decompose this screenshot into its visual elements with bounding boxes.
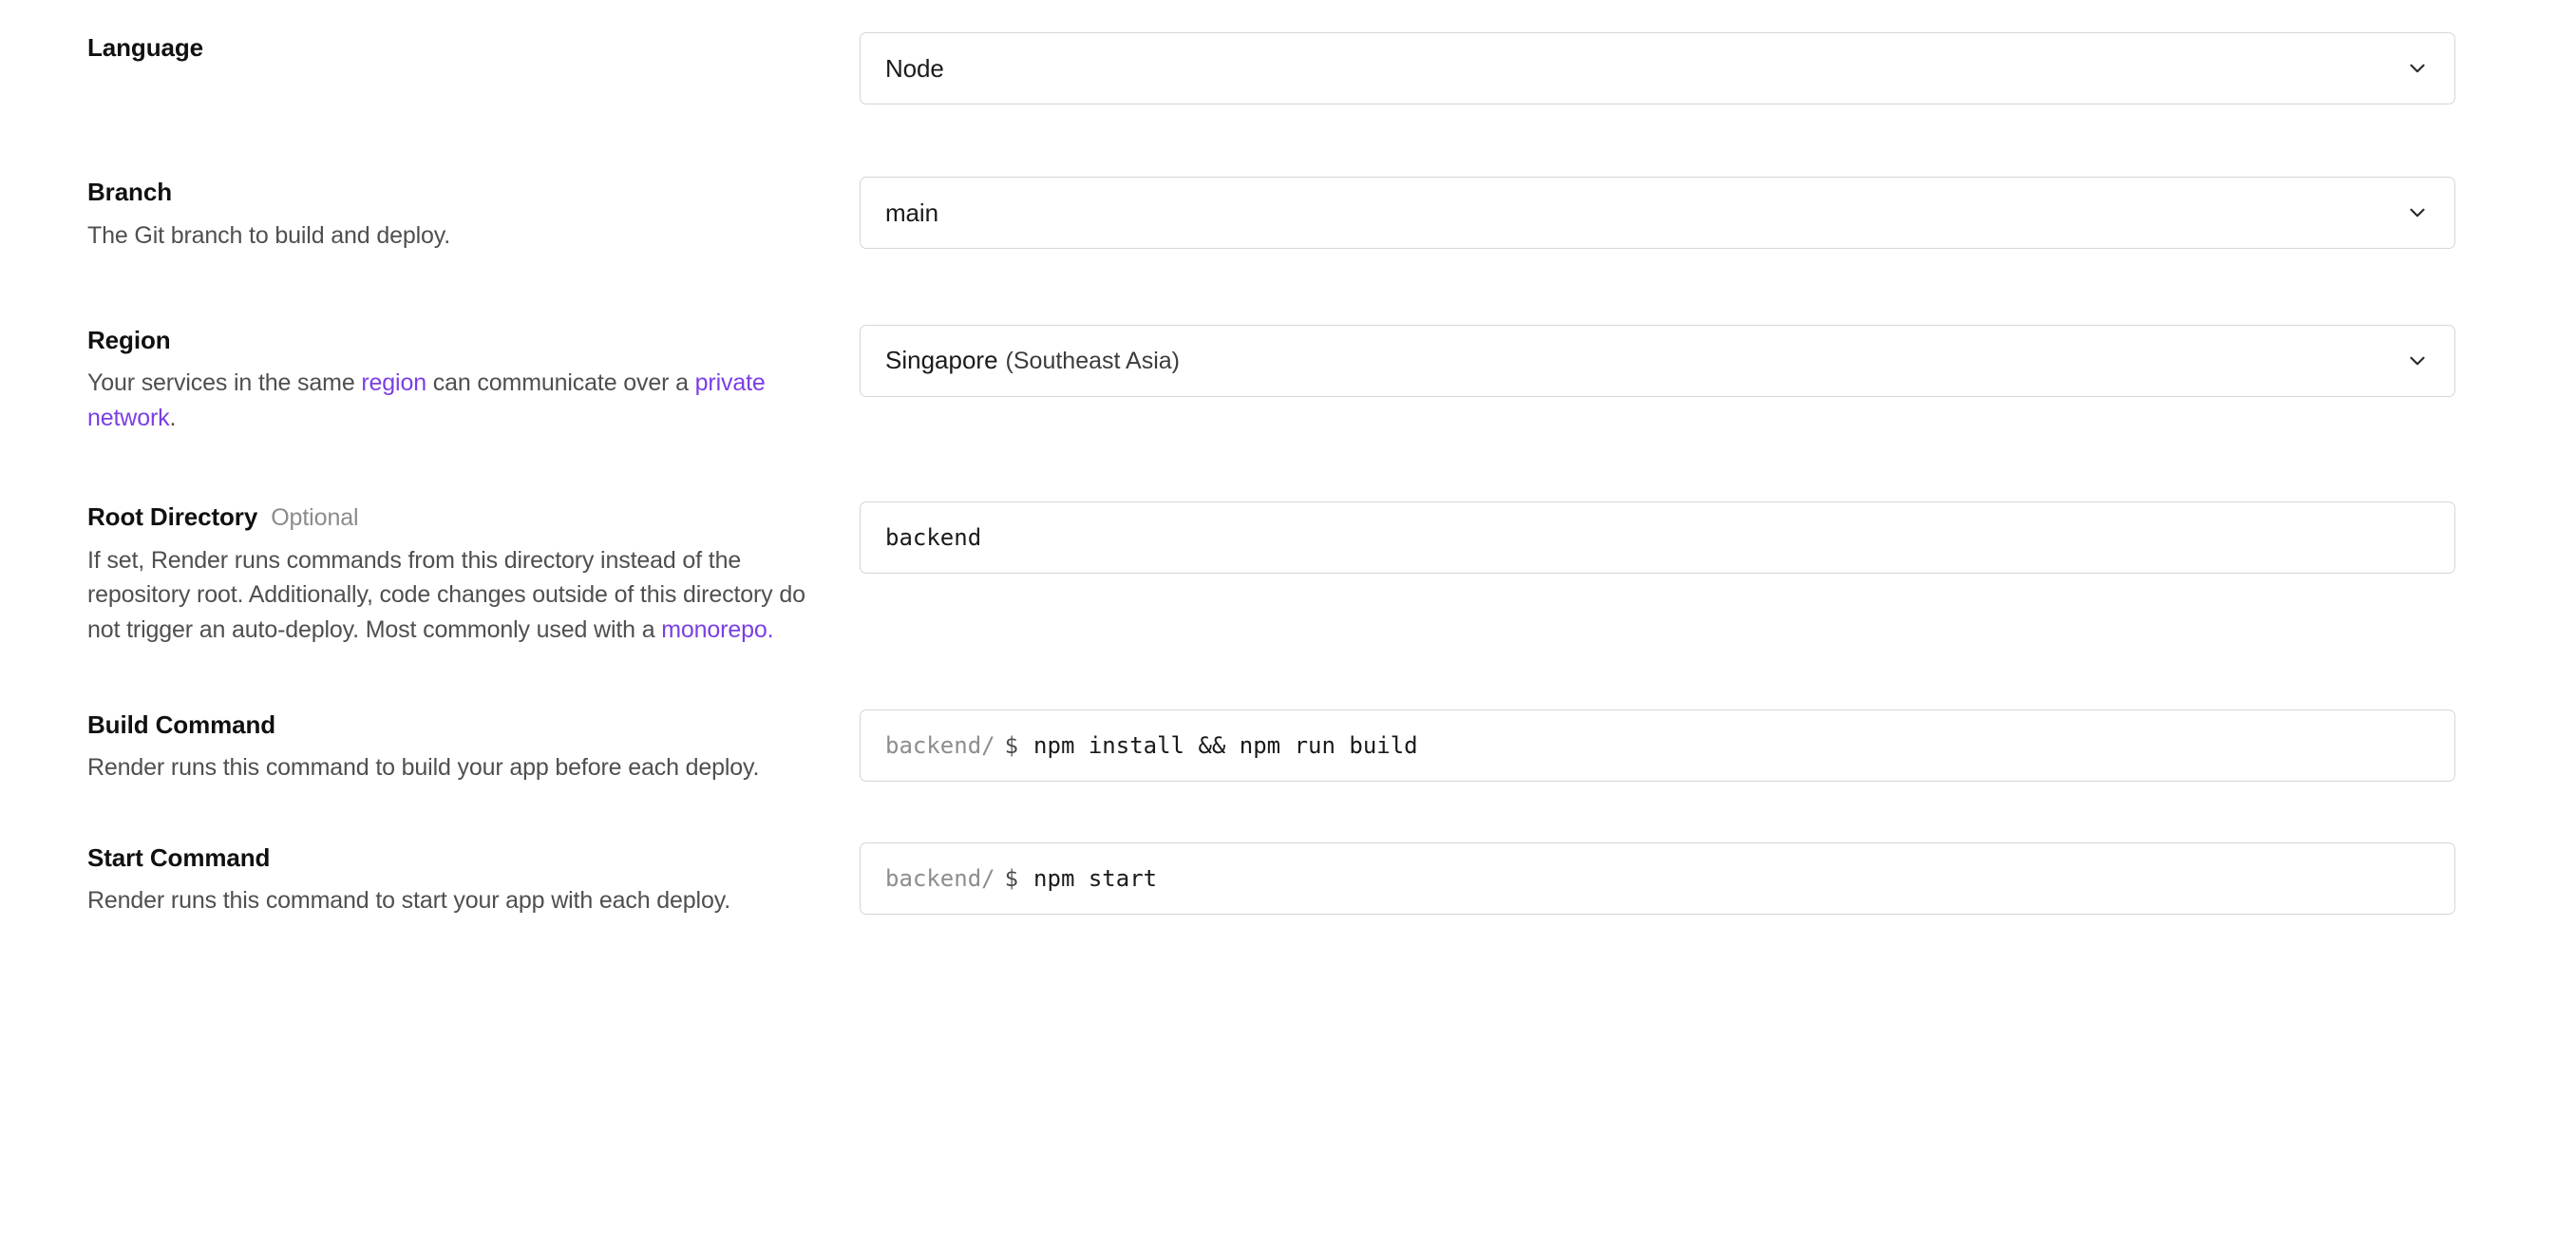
field-column-root-directory	[860, 501, 2455, 574]
form-row-start-command	[0, 842, 2576, 918]
region-select[interactable]	[860, 325, 2455, 397]
field-label-branch	[87, 177, 837, 208]
form-row-branch	[0, 177, 2576, 253]
language-select-value: Node	[885, 53, 944, 83]
field-help-branch: The Git branch to build and deploy.	[87, 221, 451, 249]
field-column-branch	[860, 177, 2455, 249]
field-label-build-command	[87, 709, 837, 741]
region-name: Singapore	[885, 346, 998, 375]
form-row-build-command	[0, 709, 2576, 785]
label-column-region	[0, 325, 860, 435]
label-column-language	[0, 32, 860, 64]
branch-select[interactable]	[860, 177, 2455, 249]
field-column-build-command	[860, 709, 2455, 782]
branch-select-value: main	[885, 198, 938, 227]
build-command-value: npm install && npm run build	[1033, 731, 1418, 759]
region-subtitle: (Southeast Asia)	[1005, 348, 1180, 375]
field-label-text: Branch	[87, 178, 172, 206]
field-help-start-command: Render runs this command to start your app with each deploy.	[87, 887, 730, 914]
start-command-dollar-sign: $	[1004, 864, 1019, 892]
optional-tag: Optional	[271, 503, 359, 531]
label-column-branch	[0, 177, 860, 253]
start-command-input[interactable]	[860, 842, 2455, 915]
field-help-region: Your services in the same region can communicate over a private network.	[87, 369, 766, 431]
language-select[interactable]	[860, 32, 2455, 104]
form-row-region	[0, 325, 2576, 435]
field-label-text: Root Directory	[87, 501, 258, 531]
field-column-language	[860, 32, 2455, 104]
form-row-language	[0, 32, 2576, 104]
label-column-start-command	[0, 842, 860, 918]
field-label-root-directory	[87, 501, 837, 533]
field-help-root-directory: If set, Render runs commands from this directory instead of the repository root. Additionally, code changes outside of this directory do not trigger an auto-deploy. Most commonly used with a monorepo.	[87, 547, 805, 643]
field-label-text: Region	[87, 325, 171, 354]
field-help-build-command: Render runs this command to build your app before each deploy.	[87, 754, 760, 782]
chevron-down-icon	[2405, 349, 2430, 373]
field-label-region	[87, 325, 837, 356]
field-label-text: Build Command	[87, 709, 276, 739]
chevron-down-icon	[2405, 56, 2430, 81]
root-directory-value: backend	[885, 523, 982, 551]
start-command-value: npm start	[1033, 864, 1158, 892]
field-label-start-command	[87, 842, 837, 874]
label-column-build-command	[0, 709, 860, 785]
start-command-path-prefix: backend/	[885, 864, 995, 892]
root-directory-input[interactable]	[860, 501, 2455, 574]
build-command-path-prefix: backend/	[885, 731, 995, 759]
field-label-text: Language	[87, 33, 203, 62]
build-command-input[interactable]	[860, 709, 2455, 782]
build-command-dollar-sign: $	[1004, 731, 1019, 759]
label-column-root-directory	[0, 501, 860, 647]
region-select-value	[885, 346, 1180, 375]
field-label-text: Start Command	[87, 842, 271, 872]
chevron-down-icon	[2405, 200, 2430, 225]
field-column-region	[860, 325, 2455, 397]
field-label-language	[87, 32, 837, 64]
form-row-root-directory	[0, 501, 2576, 647]
field-column-start-command	[860, 842, 2455, 915]
